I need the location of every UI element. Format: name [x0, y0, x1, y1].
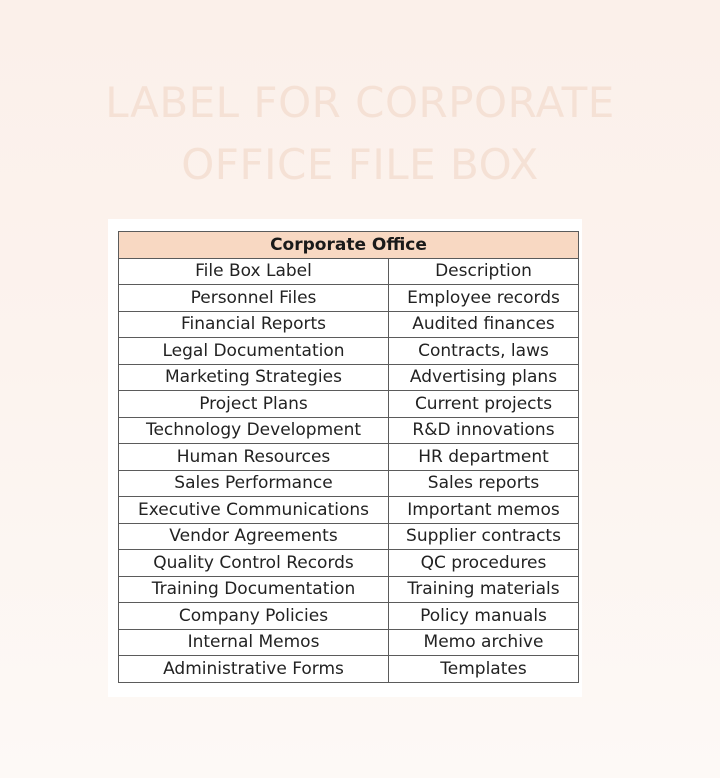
table-cell: Training materials	[389, 576, 579, 603]
table-cell: QC procedures	[389, 550, 579, 577]
table-cell: Sales Performance	[119, 470, 389, 497]
table-row	[119, 576, 579, 603]
table-row	[119, 417, 579, 444]
table-cell: Executive Communications	[119, 497, 389, 524]
table-cell: Policy manuals	[389, 603, 579, 630]
table-cell: Marketing Strategies	[119, 364, 389, 391]
page-title-line-1: LABEL FOR CORPORATE	[105, 78, 615, 127]
table-row	[119, 311, 579, 338]
table-row	[119, 444, 579, 471]
table-cell: Vendor Agreements	[119, 523, 389, 550]
table-cell: Internal Memos	[119, 629, 389, 656]
table-row	[119, 470, 579, 497]
table-cell: Personnel Files	[119, 285, 389, 312]
table-cell: HR department	[389, 444, 579, 471]
table-cell: Templates	[389, 656, 579, 683]
table-cell: Training Documentation	[119, 576, 389, 603]
table-cell: Memo archive	[389, 629, 579, 656]
table-caption: Corporate Office	[119, 232, 579, 259]
table-row	[119, 603, 579, 630]
table-cell: Important memos	[389, 497, 579, 524]
table-cell: Audited finances	[389, 311, 579, 338]
table-cell: Description	[389, 258, 579, 285]
table-row	[119, 629, 579, 656]
table-row	[119, 550, 579, 577]
table-cell: R&D innovations	[389, 417, 579, 444]
table-cell: Supplier contracts	[389, 523, 579, 550]
table-cell: Current projects	[389, 391, 579, 418]
table-row	[119, 285, 579, 312]
table-cell: Employee records	[389, 285, 579, 312]
table-row	[119, 391, 579, 418]
file-box-label-table	[118, 231, 579, 683]
table-cell: Sales reports	[389, 470, 579, 497]
table-cell: Technology Development	[119, 417, 389, 444]
table-cell: Human Resources	[119, 444, 389, 471]
table-cell: Legal Documentation	[119, 338, 389, 365]
table-cell: Contracts, laws	[389, 338, 579, 365]
table-cell: Quality Control Records	[119, 550, 389, 577]
table-cell: Company Policies	[119, 603, 389, 630]
table-caption-row	[119, 232, 579, 259]
table-cell: Financial Reports	[119, 311, 389, 338]
table-row	[119, 523, 579, 550]
table-cell: Project Plans	[119, 391, 389, 418]
table-cell: Advertising plans	[389, 364, 579, 391]
table-row	[119, 364, 579, 391]
page-title-line-2: OFFICE FILE BOX	[181, 140, 539, 189]
table-row	[119, 656, 579, 683]
table-row	[119, 338, 579, 365]
page-title	[0, 72, 720, 196]
table-cell: Administrative Forms	[119, 656, 389, 683]
table-row	[119, 497, 579, 524]
table-cell: File Box Label	[119, 258, 389, 285]
table-row	[119, 258, 579, 285]
